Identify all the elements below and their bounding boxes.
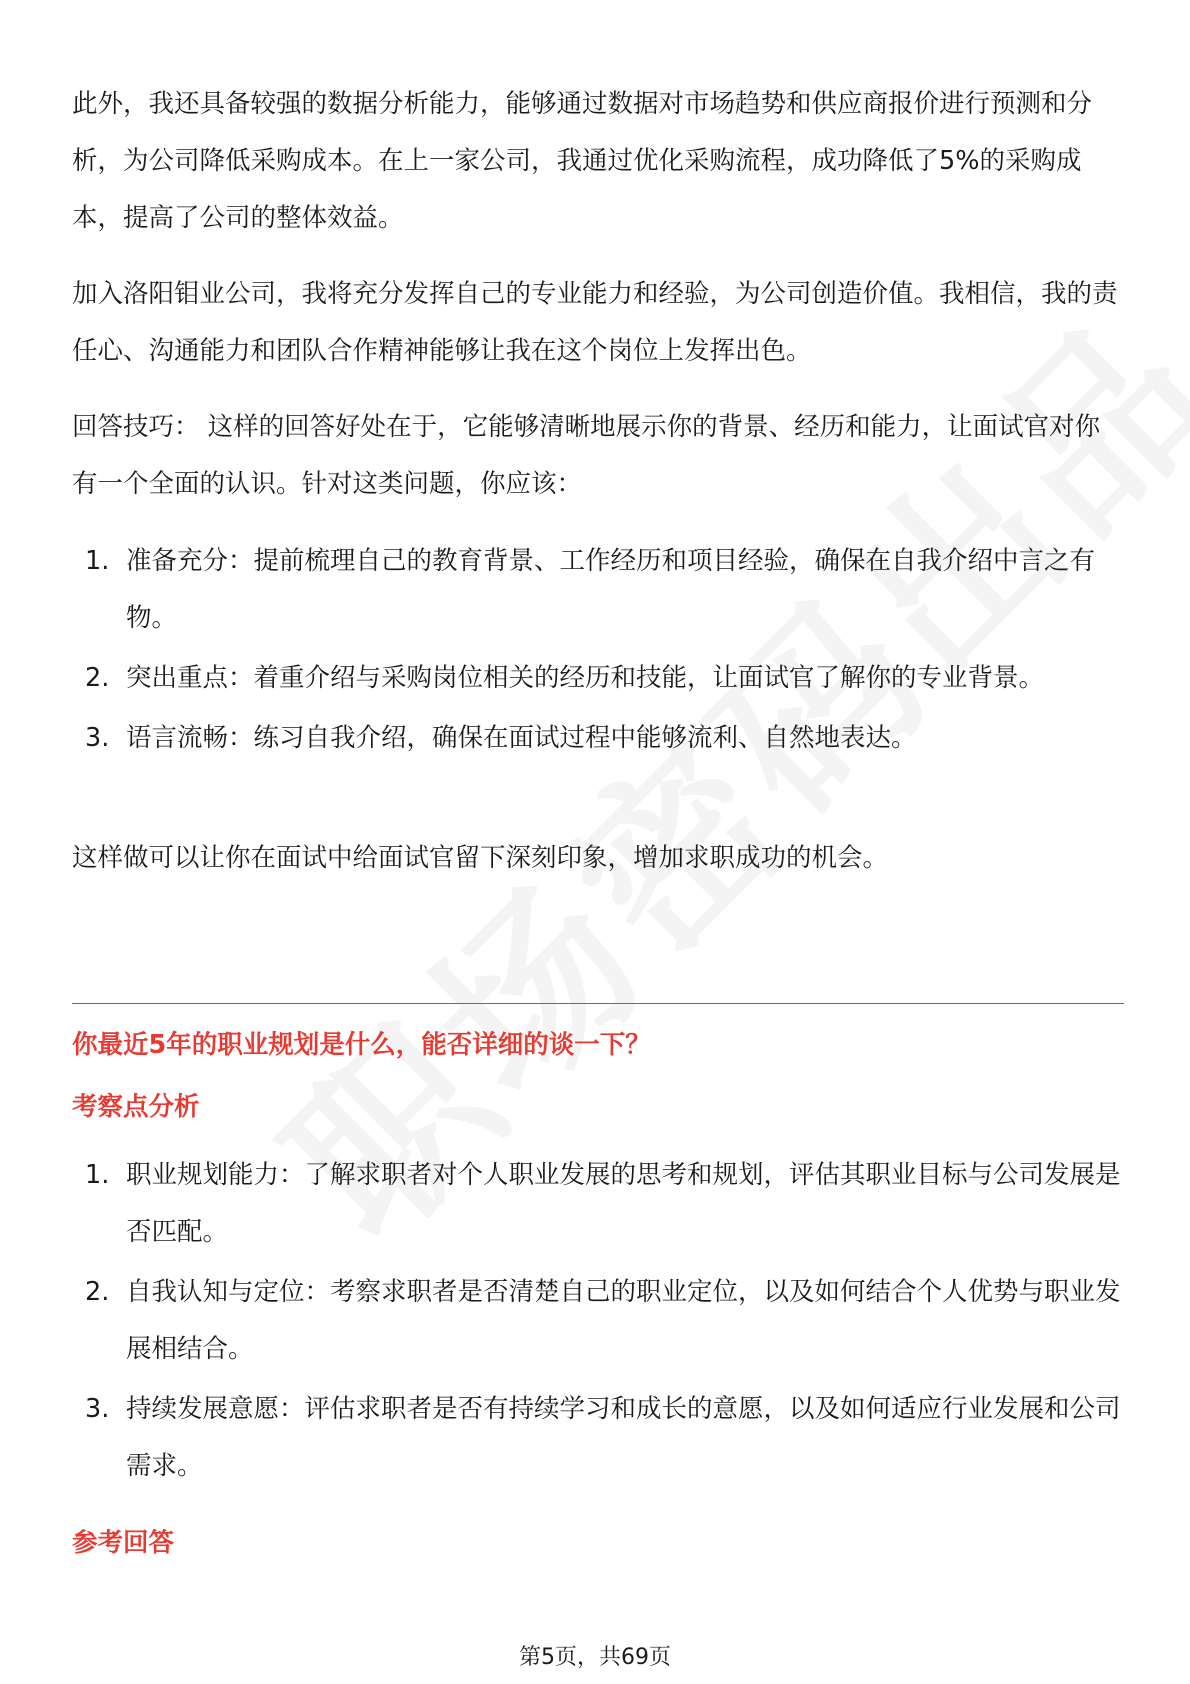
section-divider: [72, 1003, 1124, 1004]
list-text: 准备充分：提前梳理自己的教育背景、工作经历和项目经验，确保在自我介绍中言之有物。: [126, 546, 1096, 633]
tips-list: [72, 533, 1122, 770]
paragraph-conclusion: 这样做可以让你在面试中给面试官留下深刻印象，增加求职成功的机会。: [72, 843, 889, 873]
list-item: [72, 650, 1122, 707]
paragraph-join-company: 加入洛阳钼业公司，我将充分发挥自己的专业能力和经验，为公司创造价值。我相信，我的责任心、沟通能力和团队合作精神能够让我在这个岗位上发挥出色。: [72, 279, 1118, 366]
page-footer: 第5页，共69页: [519, 1645, 671, 1670]
list-text: 持续发展意愿：评估求职者是否有持续学习和成长的意愿，以及如何适应行业发展和公司需求。: [126, 1394, 1121, 1481]
list-number: 1.: [85, 1160, 110, 1190]
list-item: [72, 710, 1122, 767]
question-heading: 你最近5年的职业规划是什么，能否详细的谈一下？: [72, 1030, 651, 1060]
list-item: [72, 1264, 1122, 1378]
list-text: 突出重点：着重介绍与采购岗位相关的经历和技能，让面试官了解你的专业背景。: [126, 663, 1045, 693]
list-item: [72, 533, 1122, 647]
list-text: 自我认知与定位：考察求职者是否清楚自己的职业定位，以及如何结合个人优势与职业发展相结合。: [126, 1277, 1121, 1364]
list-number: 2.: [85, 1277, 110, 1307]
list-item: [72, 1381, 1122, 1495]
list-number: 2.: [85, 663, 110, 693]
analysis-list: [72, 1147, 1122, 1498]
analysis-heading: 考察点分析: [72, 1092, 200, 1122]
list-number: 3.: [85, 1394, 110, 1424]
paragraph-answer-tips: 回答技巧： 这样的回答好处在于，它能够清晰地展示你的背景、经历和能力，让面试官对你有一个全面的认识。针对这类问题，你应该：: [72, 412, 1101, 499]
list-item: [72, 1147, 1122, 1261]
list-text: 语言流畅：练习自我介绍，确保在面试过程中能够流利、自然地表达。: [126, 723, 917, 753]
paragraph-data-analysis: 此外，我还具备较强的数据分析能力，能够通过数据对市场趋势和供应商报价进行预测和分析，为公司降低采购成本。在上一家公司，我通过优化采购流程，成功降低了5%的采购成本，提高了公司的整体效益。: [72, 89, 1093, 233]
list-number: 1.: [85, 546, 110, 576]
list-text: 职业规划能力：了解求职者对个人职业发展的思考和规划，评估其职业目标与公司发展是否匹配。: [126, 1160, 1121, 1247]
list-number: 3.: [85, 723, 110, 753]
answer-heading: 参考回答: [72, 1528, 175, 1558]
